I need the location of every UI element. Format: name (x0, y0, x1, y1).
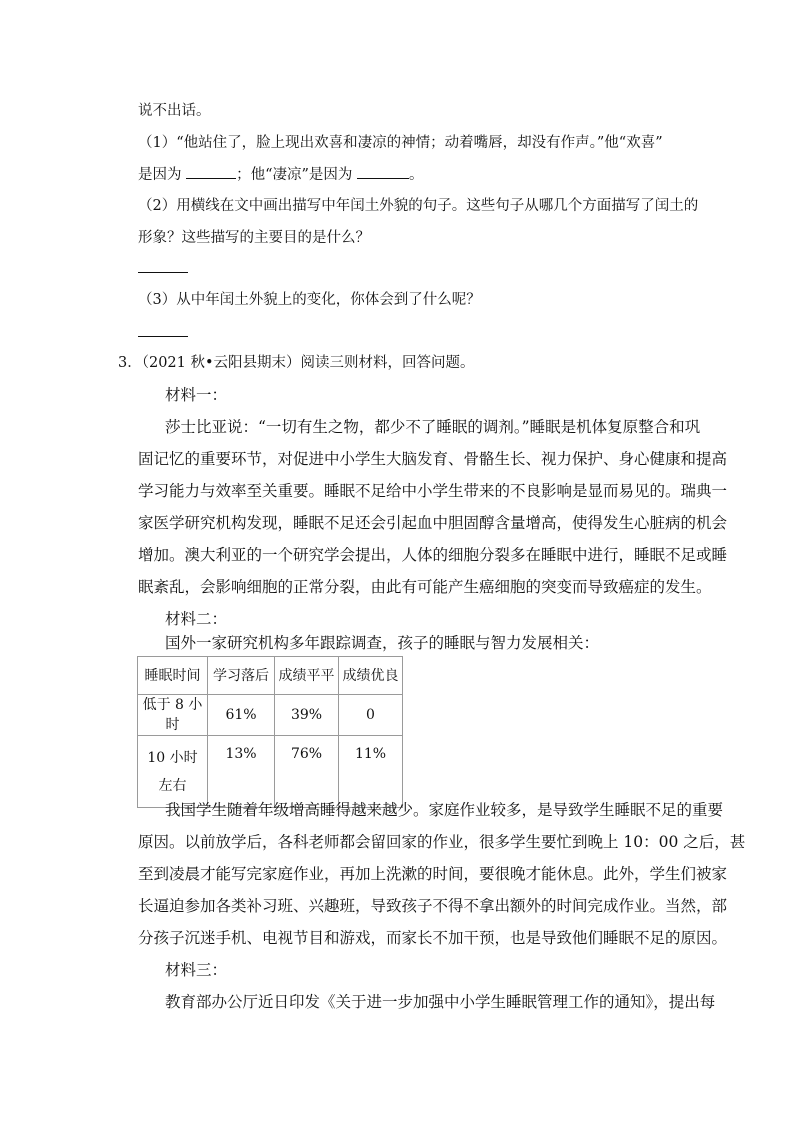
material-1-para-line: 眠紊乱，会影响细胞的正常分裂，由此有可能产生癌细胞的突变而导致癌症的发生。 (138, 578, 712, 596)
table-cell: 61% (208, 695, 275, 736)
material-1-label: 材料一： (165, 386, 228, 404)
question-2-2-line2: 形象？这些描写的主要目的是什么？ (138, 230, 370, 246)
table-cell: 39% (275, 695, 339, 736)
material-2-label: 材料二： (165, 610, 228, 628)
material-2-para-line: 至到凌晨才能写完家庭作业，再加上洗漱的时间，要很晚才能休息。此外，学生们被家 (138, 865, 728, 883)
material-2-para-line: 我国学生随着年级增高睡得越来越少。家庭作业较多，是导致学生睡眠不足的重要 (165, 801, 724, 819)
table-header-cell: 睡眠时间 (138, 657, 208, 695)
material-2-para-line: 原因。以前放学后，各科老师都会留回家的作业，很多学生要忙到晚上 10：00 之后，甚 (138, 833, 746, 851)
table-cell: 0 (339, 695, 403, 736)
question-2-3: （3）从中年闰土外貌上的变化，你体会到了什么呢？ (138, 292, 481, 308)
material-2-para-line: 分孩子沉迷手机、电视节目和游戏，而家长不加干预，也是导致他们睡眠不足的原因。 (138, 929, 728, 947)
material-2-para-line: 长逼迫参加各类补习班、兴趣班，导致孩子不得不拿出额外的时间完成作业。当然，部 (138, 897, 728, 915)
table-cell: 13% (208, 736, 275, 808)
blank-suffix-text: 。 (409, 167, 424, 183)
answer-blank-1[interactable] (186, 164, 236, 179)
material-1-para-line: 家医学研究机构发现，睡眠不足还会引起血中胆固醇含量增高，使得发生心脏病的机会 (138, 514, 728, 532)
table-header-row (138, 657, 403, 695)
answer-text-line: 说不出话。 (138, 103, 211, 119)
question-2-1-blanks (138, 164, 424, 185)
table-cell: 低于 8 小时 (138, 695, 208, 736)
sleep-intelligence-table (137, 656, 403, 808)
table-row (138, 736, 403, 808)
table-header-cell: 成绩优良 (339, 657, 403, 695)
material-1-para-line: 学习能力与效率至关重要。睡眠不足给中小学生带来的不良影响是显而易见的。瑞典一 (138, 482, 728, 500)
material-1-para-line: 固记忆的重要环节，对促进中小学生大脑发育、骨骼生长、视力保护、身心健康和提高 (138, 450, 728, 468)
blank-prefix-text: 是因为 (138, 167, 182, 183)
answer-blank-2[interactable] (357, 164, 409, 179)
material-2-intro: 国外一家研究机构多年跟踪调查，孩子的睡眠与智力发展相关： (165, 634, 600, 652)
material-1-para-line: 莎士比亚说：“一切有生之物，都少不了睡眠的调剂。”睡眠是机体复原整合和巩 (165, 418, 701, 436)
question-3-heading: 3．（2021 秋•云阳县期末）阅读三则材料，回答问题。 (118, 355, 475, 371)
blank-middle-text: ；他“凄凉”是因为 (236, 167, 353, 183)
table-cell: 11% (339, 736, 403, 808)
material-1-para-line: 增加。澳大利亚的一个研究学会提出，人体的细胞分裂多在睡眠中进行，睡眠不足或睡 (138, 546, 728, 564)
table-cell: 76% (275, 736, 339, 808)
table-header-cell: 成绩平平 (275, 657, 339, 695)
answer-line-2-2[interactable] (138, 272, 188, 273)
question-2-2-line1: （2）用横线在文中画出描写中年闰土外貌的句子。这些句子从哪几个方面描写了闰土的 (138, 198, 699, 214)
table-row (138, 695, 403, 736)
material-3-label: 材料三： (165, 961, 228, 979)
table-header-cell: 学习落后 (208, 657, 275, 695)
table-cell (138, 736, 208, 808)
material-3-para-line: 教育部办公厅近日印发《关于进一步加强中小学生睡眠管理工作的通知》，提出每 (165, 993, 716, 1011)
question-2-1: （1）“他站住了，脸上现出欢喜和凄凉的神情；动着嘴唇，却没有作声。”他“欢喜” (138, 135, 663, 151)
answer-line-2-3[interactable] (138, 336, 188, 337)
table-cell-text: 10 小时左右 (147, 749, 198, 794)
